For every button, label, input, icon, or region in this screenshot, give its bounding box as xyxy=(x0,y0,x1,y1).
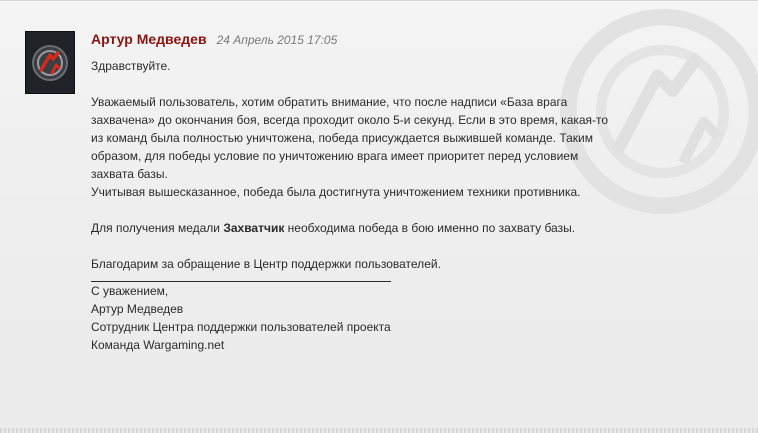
avatar[interactable] xyxy=(25,31,75,94)
post-date: 24 Апрель 2015 17:05 xyxy=(216,33,338,47)
post-header xyxy=(91,31,337,49)
author-name[interactable]: Артур Медведев xyxy=(91,31,207,47)
wargaming-logo-icon xyxy=(30,43,70,83)
signature-name: Артур Медведев xyxy=(91,302,184,316)
panel-bottom-border xyxy=(0,428,758,433)
thanks-line: Благодарим за обращение в Центр поддержки пользователей. xyxy=(91,257,441,271)
greeting: Здравствуйте. xyxy=(91,59,171,73)
paragraph-3-end: необходима победа в бою именно по захвату базы. xyxy=(284,221,576,235)
post-body xyxy=(91,57,616,354)
signature-role: Сотрудник Центра поддержки пользователей проекта xyxy=(91,320,391,334)
paragraph-3-start: Для получения медали xyxy=(91,221,224,235)
paragraph-1: Уважаемый пользователь, хотим обратить внимание, что после надписи «База врага захвачена» до окончания боя, всегда проходит около 5-и секунд. Если в это время, какая-то из команд была полностью уничтожена, победа присуждается выжившей команде. Таким образом, для победы условие по уничтожению врага имеет приоритет перед условием захвата базы. xyxy=(91,95,609,181)
signature-team: Команда Wargaming.net xyxy=(91,338,225,352)
medal-name: Захватчик xyxy=(223,221,285,235)
paragraph-2: Учитывая вышесказанное, победа была достигнута уничтожением техники противника. xyxy=(91,185,581,199)
signature-regards: С уважением, xyxy=(91,284,169,298)
paragraph-3 xyxy=(91,219,616,237)
